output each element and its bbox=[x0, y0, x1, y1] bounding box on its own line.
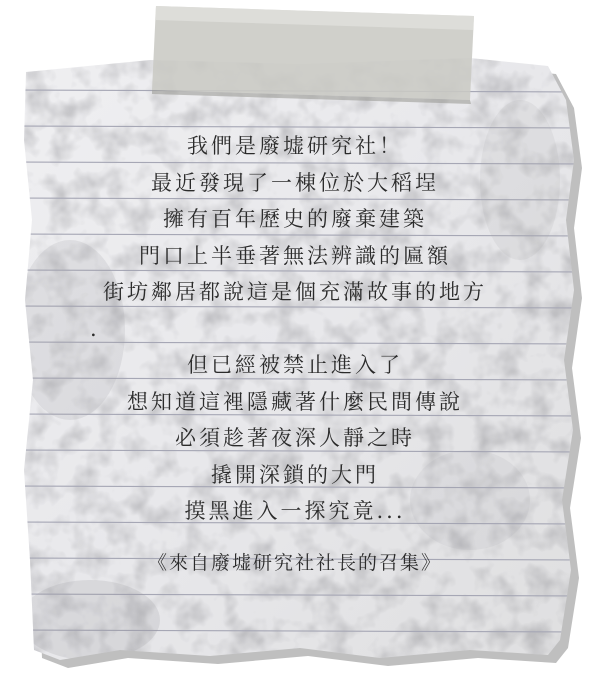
letter-line: 摸黑進入一探究竟... bbox=[184, 499, 406, 523]
letter-signature: 《來自廢墟研究社社長的召集》 bbox=[147, 552, 442, 574]
letter-line: 我們是廢墟研究社！ bbox=[187, 134, 403, 158]
letter-line: 想知道這裡隱藏著什麼民間傳說 bbox=[127, 389, 463, 414]
letter-line: 門口上半垂著無法辨識的匾額 bbox=[139, 243, 451, 268]
letter-line: 但已經被禁止進入了 bbox=[187, 353, 403, 377]
letter-line: . bbox=[90, 316, 100, 341]
letter-line: 必須趁著夜深人靜之時 bbox=[175, 426, 415, 450]
letter-line: 街坊鄰居都說這是個充滿故事的地方 bbox=[103, 280, 487, 304]
letter-line: 撬開深鎖的大門 bbox=[211, 462, 379, 487]
letter-body bbox=[30, 128, 560, 530]
tape-strip bbox=[152, 6, 474, 104]
letter-line: 最近發現了一棟位於大稻埕 bbox=[151, 170, 439, 195]
letter-line: 擁有百年歷史的廢棄建築 bbox=[163, 207, 427, 231]
